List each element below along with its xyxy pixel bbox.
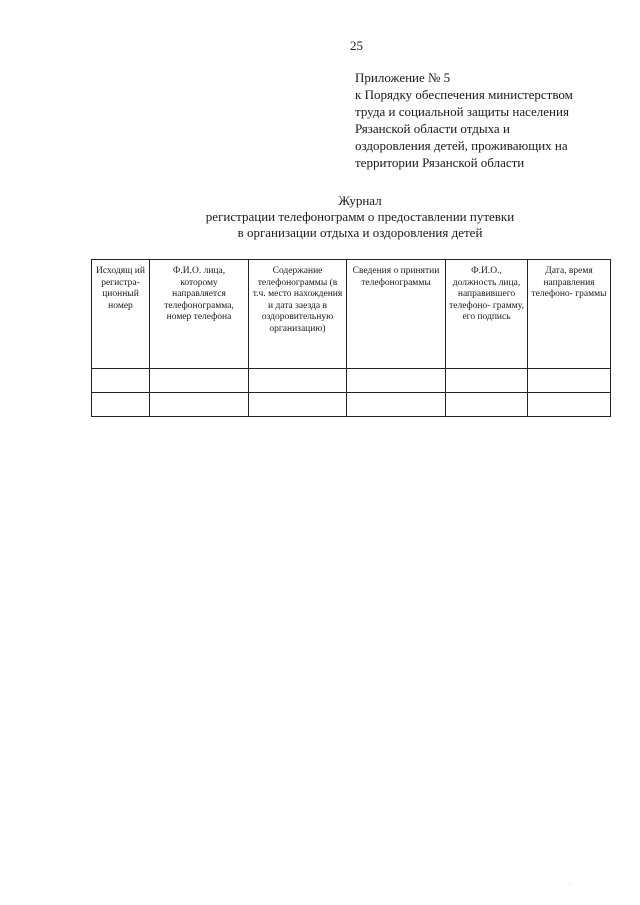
table-cell [446, 393, 528, 417]
journal-title [140, 193, 580, 241]
journal-title-line: Журнал [338, 193, 382, 208]
header-outgoing-number: Исходящ ий регистра- ционный номер [92, 260, 150, 369]
journal-title-line: регистрации телефонограмм о предоставлении путевки [205, 209, 515, 224]
table-cell [249, 393, 347, 417]
table-cell [347, 369, 446, 393]
table-cell [347, 393, 446, 417]
table-cell [150, 393, 249, 417]
journal-title-line: в организации отдыха и оздоровления детей [237, 225, 483, 240]
appendix-line: к Порядку обеспечения министерством [355, 87, 573, 102]
appendix-line: территории Рязанской области [355, 155, 525, 170]
header-acceptance: Сведения о принятии телефонограммы [347, 260, 446, 369]
appendix-line: труда и социальной защиты населения [355, 104, 569, 119]
header-recipient: Ф.И.О. лица, которому направляется телефонограмма, номер телефона [150, 260, 249, 369]
table-header-row [92, 260, 611, 369]
header-content: Содержание телефонограммы (в т.ч. место нахождения и дата заезда в оздоровительную организацию) [249, 260, 347, 369]
register-table [91, 259, 611, 417]
table-cell [446, 369, 528, 393]
table-cell [249, 369, 347, 393]
appendix-line: Приложение № 5 [355, 70, 451, 85]
appendix-block [355, 69, 625, 171]
appendix-line: Рязанской области отдыха и [355, 121, 510, 136]
scan-mark: · [568, 880, 571, 889]
table-cell [528, 369, 611, 393]
page-number: 25 [350, 38, 363, 53]
table-cell [150, 369, 249, 393]
appendix-line: оздоровления детей, проживающих на [355, 138, 568, 153]
table-cell [528, 393, 611, 417]
header-datetime: Дата, время направления телефоно- граммы [528, 260, 611, 369]
table-cell [92, 369, 150, 393]
table-cell [92, 393, 150, 417]
header-sender: Ф.И.О., должность лица, направившего телефоно- грамму, его подпись [446, 260, 528, 369]
table-row [92, 369, 611, 393]
table-row [92, 393, 611, 417]
